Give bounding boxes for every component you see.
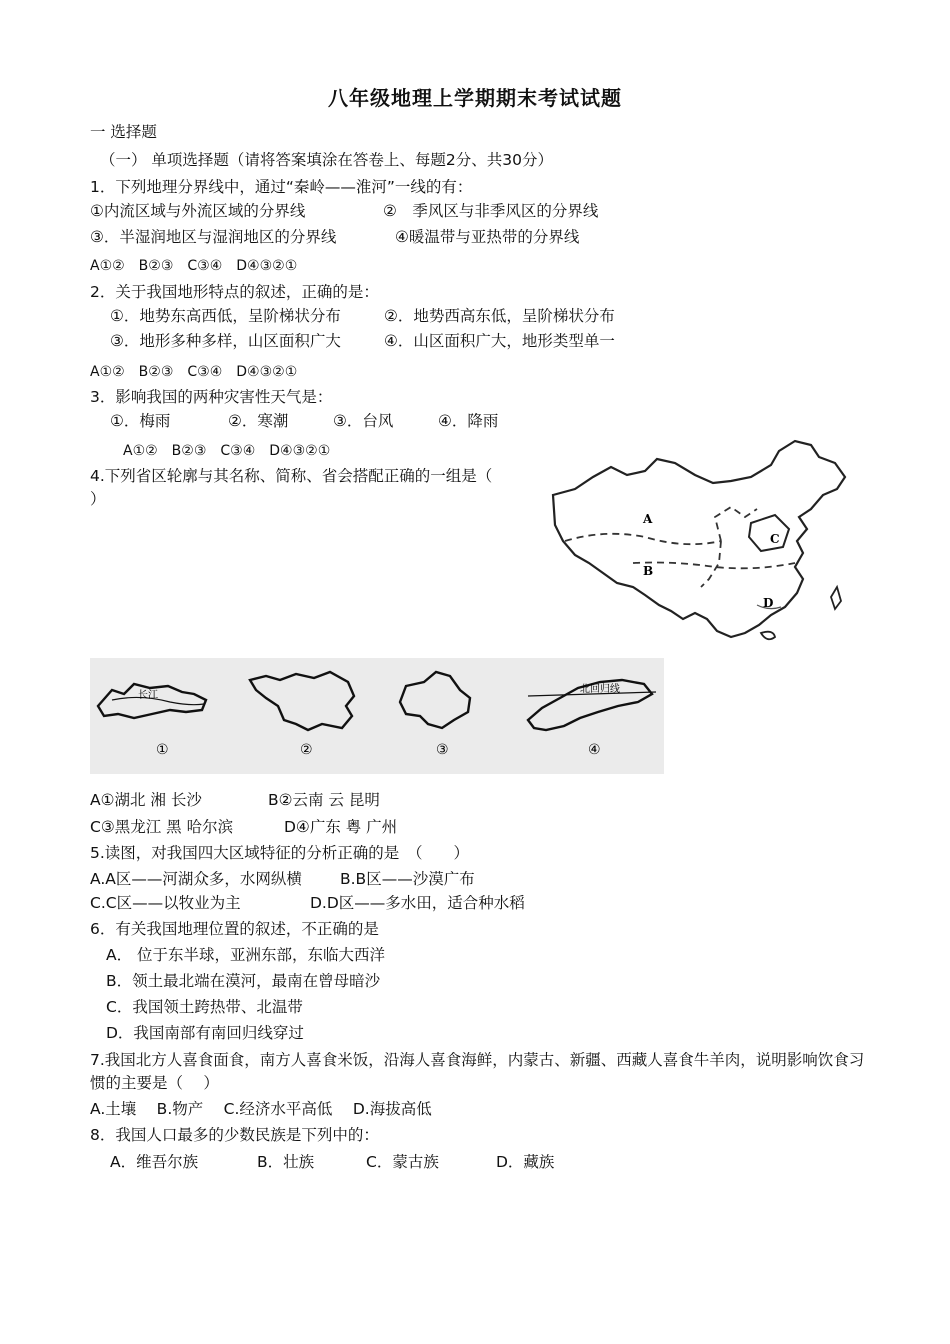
page-title: 八年级地理上学期期末考试试题 [328, 86, 622, 110]
q2-choices: A①② B②③ C③④ D④③②① [90, 364, 298, 380]
q2-opt4: ④．山区面积广大，地形类型单一 [384, 332, 615, 350]
outline-label-changjiang: 长江 [138, 690, 158, 701]
q8-opt-c: C．蒙古族 [366, 1153, 439, 1171]
map-label-c: C [770, 532, 780, 546]
q5-stem: 5.读图，对我国四大区域特征的分析正确的是 （ ） [90, 844, 470, 862]
q5-opt-a: A.A区——河湖众多，水网纵横 [90, 870, 302, 888]
q1-opt4: ④暖温带与亚热带的分界线 [395, 228, 580, 246]
province-outlines-figure [90, 658, 664, 774]
q3-choices: A①② B②③ C③④ D④③②① [123, 443, 331, 459]
q4-opt-d: D④广东 粤 广州 [284, 818, 398, 836]
q6-stem: 6．有关我国地理位置的叙述，不正确的是 [90, 920, 379, 938]
q3-opt3: ③．台风 [333, 412, 394, 430]
q3-opt1: ①．梅雨 [110, 412, 171, 430]
q6-opt-d: D．我国南部有南回归线穿过 [106, 1024, 304, 1042]
map-label-d: D [763, 596, 774, 610]
q3-opt4: ④．降雨 [438, 412, 499, 430]
q7-choices: A.土壤 B.物产 C.经济水平高低 D.海拔高低 [90, 1100, 432, 1118]
q8-opt-b: B．壮族 [257, 1153, 315, 1171]
q1-opt3: ③．半湿润地区与湿润地区的分界线 [90, 228, 337, 246]
outline-num-1: ① [156, 742, 169, 758]
outline-label-tropic: 北回归线 [580, 684, 620, 695]
q8-opt-d: D．藏族 [496, 1153, 555, 1171]
q8-opt-a: A．维吾尔族 [110, 1153, 199, 1171]
section-heading: 一 选择题 [90, 123, 157, 141]
q3-opt2: ②．寒潮 [228, 412, 289, 430]
q4-opt-c: C③黑龙江 黑 哈尔滨 [90, 818, 234, 836]
q4-stem: 4.下列省区轮廓与其名称、简称、省会搭配正确的一组是（ [90, 467, 493, 485]
q6-opt-c: C．我国领土跨热带、北温带 [106, 998, 303, 1016]
q2-opt1: ①．地势东高西低，呈阶梯状分布 [110, 307, 341, 325]
q6-opt-b: B．领土最北端在漠河，最南在曾母暗沙 [106, 972, 381, 990]
outline-num-3: ③ [436, 742, 449, 758]
q2-opt2: ②．地势西高东低，呈阶梯状分布 [384, 307, 615, 325]
map-label-a: A [643, 512, 653, 526]
q7-stem: 7.我国北方人喜食面食，南方人喜食米饭，沿海人喜食海鲜，内蒙古、新疆、西藏人喜食牛羊肉，说明影响饮食习惯的主要是（ ） [90, 1051, 865, 1092]
q4-opt-a: A①湖北 湘 长沙 [90, 791, 202, 809]
q4-opt-b: B②云南 云 昆明 [268, 791, 380, 809]
q3-stem: 3．影响我国的两种灾害性天气是： [90, 388, 333, 406]
q5-opt-d: D.D区——多水田，适合种水稻 [310, 894, 525, 912]
q6-opt-a: A． 位于东半球，亚洲东部，东临大西洋 [106, 946, 386, 964]
map-label-b: B [643, 564, 654, 578]
outline-num-2: ② [300, 742, 313, 758]
q2-opt3: ③．地形多种多样，山区面积广大 [110, 332, 341, 350]
outline-num-4: ④ [588, 742, 601, 758]
q1-choices: A①② B②③ C③④ D④③②① [90, 258, 298, 274]
subsection-heading: （一） 单项选择题（请将答案填涂在答卷上、每题2分、共30分） [100, 151, 554, 169]
q5-opt-c: C.C区——以牧业为主 [90, 894, 241, 912]
q5-opt-b: B.B区——沙漠广布 [340, 870, 475, 888]
q4-stem-end: ） [90, 490, 106, 508]
q8-stem: 8．我国人口最多的少数民族是下列中的： [90, 1126, 379, 1144]
q1-opt1: ①内流区域与外流区域的分界线 [90, 202, 306, 220]
q2-stem: 2．关于我国地形特点的叙述，正确的是： [90, 283, 379, 301]
china-region-map [545, 437, 863, 662]
q1-stem: 1．下列地理分界线中，通过“秦岭——淮河”一线的有： [90, 178, 473, 196]
q1-opt2: ② 季风区与非季风区的分界线 [383, 202, 599, 220]
